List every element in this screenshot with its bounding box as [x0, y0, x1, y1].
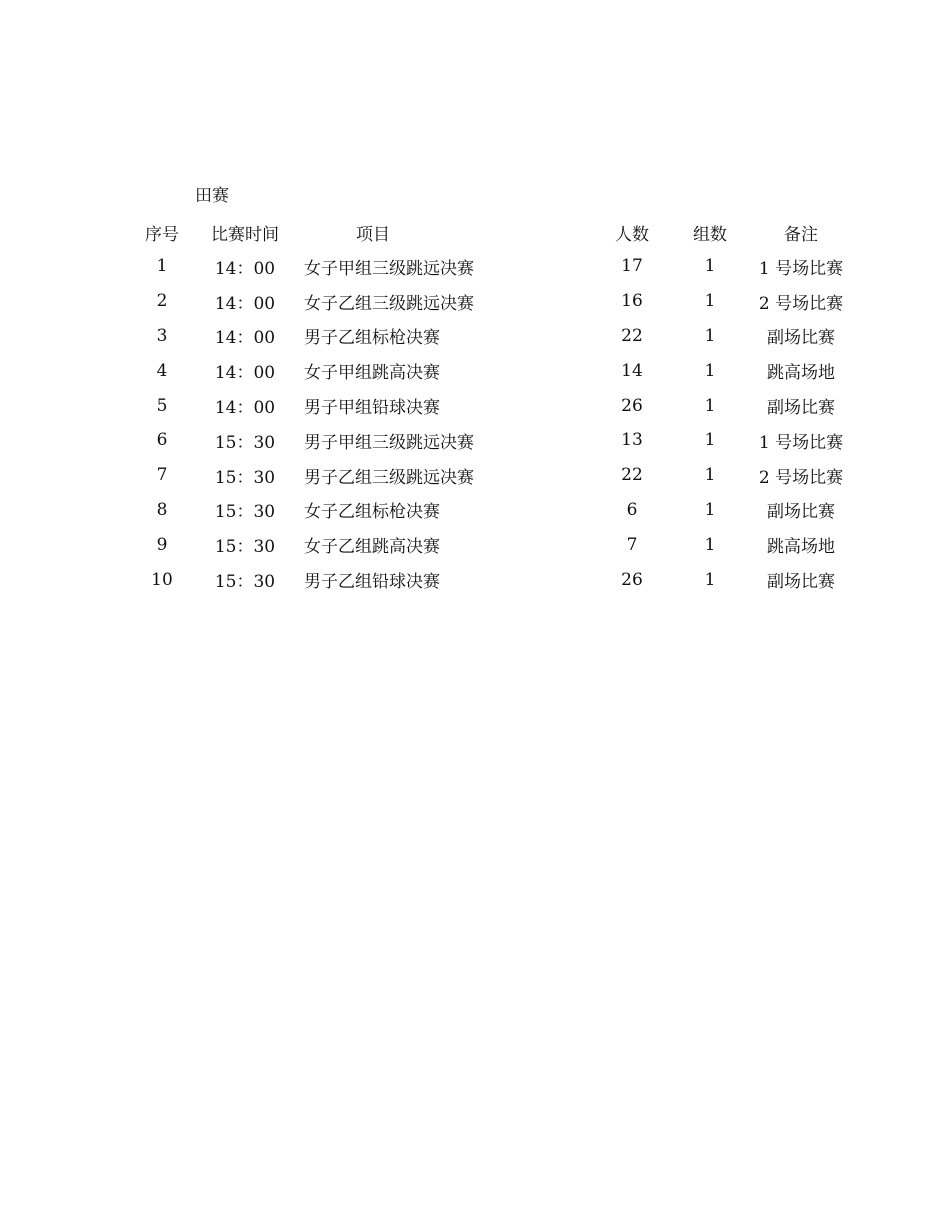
cell-groups: 1 — [704, 465, 716, 486]
cell-groups: 1 — [704, 360, 716, 381]
header-note: 备注 — [784, 224, 818, 245]
cell-time: 14：00 — [214, 258, 276, 279]
cell-groups: 1 — [704, 499, 716, 520]
cell-event: 男子甲组铅球决赛 — [304, 398, 440, 419]
cell-groups: 1 — [704, 569, 716, 590]
cell-time: 15：30 — [214, 572, 276, 593]
cell-time: 14：00 — [214, 398, 276, 419]
cell-no: 8 — [156, 499, 168, 520]
cell-count: 22 — [621, 465, 643, 486]
cell-groups: 1 — [704, 291, 716, 312]
table-row — [130, 388, 860, 423]
cell-count: 13 — [621, 430, 643, 451]
cell-time: 15：30 — [214, 537, 276, 558]
table-row — [130, 493, 860, 528]
cell-groups: 1 — [704, 395, 716, 416]
header-time: 比赛时间 — [211, 224, 279, 245]
cell-no: 4 — [156, 360, 168, 381]
table-row — [130, 284, 860, 319]
cell-event: 男子乙组三级跳远决赛 — [304, 467, 474, 488]
cell-note: 跳高场地 — [767, 537, 835, 558]
cell-no: 2 — [156, 291, 168, 312]
cell-note: 1 号场比赛 — [758, 258, 844, 279]
cell-time: 15：30 — [214, 467, 276, 488]
cell-count: 26 — [621, 569, 643, 590]
table-body — [130, 249, 860, 597]
cell-note: 副场比赛 — [767, 328, 835, 349]
table-row — [130, 353, 860, 388]
cell-event: 女子乙组标枪决赛 — [304, 502, 440, 523]
cell-note: 1 号场比赛 — [758, 432, 844, 453]
cell-event: 男子乙组铅球决赛 — [304, 572, 440, 593]
schedule-table — [130, 215, 860, 597]
cell-no: 3 — [156, 325, 168, 346]
table-row — [130, 423, 860, 458]
table-row — [130, 562, 860, 597]
header-event: 项目 — [356, 224, 390, 245]
section-title: 田赛 — [195, 186, 229, 206]
cell-time: 14：00 — [214, 363, 276, 384]
cell-no: 7 — [156, 465, 168, 486]
header-groups: 组数 — [693, 224, 727, 245]
cell-note: 副场比赛 — [767, 572, 835, 593]
cell-no: 6 — [156, 430, 168, 451]
cell-count: 14 — [621, 360, 643, 381]
cell-count: 7 — [626, 534, 638, 555]
cell-count: 17 — [621, 256, 643, 277]
cell-no: 1 — [156, 256, 168, 277]
cell-event: 女子乙组三级跳远决赛 — [304, 293, 474, 314]
cell-no: 9 — [156, 534, 168, 555]
table-header-row — [130, 215, 860, 249]
cell-event: 男子乙组标枪决赛 — [304, 328, 440, 349]
cell-groups: 1 — [704, 256, 716, 277]
table-row — [130, 458, 860, 493]
cell-note: 跳高场地 — [767, 363, 835, 384]
cell-event: 男子甲组三级跳远决赛 — [304, 432, 474, 453]
cell-note: 2 号场比赛 — [758, 467, 844, 488]
cell-count: 6 — [626, 499, 638, 520]
header-no: 序号 — [145, 224, 179, 245]
cell-count: 16 — [621, 291, 643, 312]
cell-count: 22 — [621, 325, 643, 346]
cell-count: 26 — [621, 395, 643, 416]
cell-groups: 1 — [704, 430, 716, 451]
table-row — [130, 249, 860, 284]
cell-no: 10 — [151, 569, 173, 590]
table-row — [130, 319, 860, 354]
cell-time: 15：30 — [214, 432, 276, 453]
header-count: 人数 — [615, 224, 649, 245]
cell-time: 14：00 — [214, 293, 276, 314]
cell-note: 副场比赛 — [767, 398, 835, 419]
cell-time: 15：30 — [214, 502, 276, 523]
table-row — [130, 527, 860, 562]
cell-event: 女子乙组跳高决赛 — [304, 537, 440, 558]
cell-note: 副场比赛 — [767, 502, 835, 523]
cell-note: 2 号场比赛 — [758, 293, 844, 314]
cell-event: 女子甲组跳高决赛 — [304, 363, 440, 384]
cell-no: 5 — [156, 395, 168, 416]
cell-time: 14：00 — [214, 328, 276, 349]
cell-groups: 1 — [704, 325, 716, 346]
cell-event: 女子甲组三级跳远决赛 — [304, 258, 474, 279]
cell-groups: 1 — [704, 534, 716, 555]
